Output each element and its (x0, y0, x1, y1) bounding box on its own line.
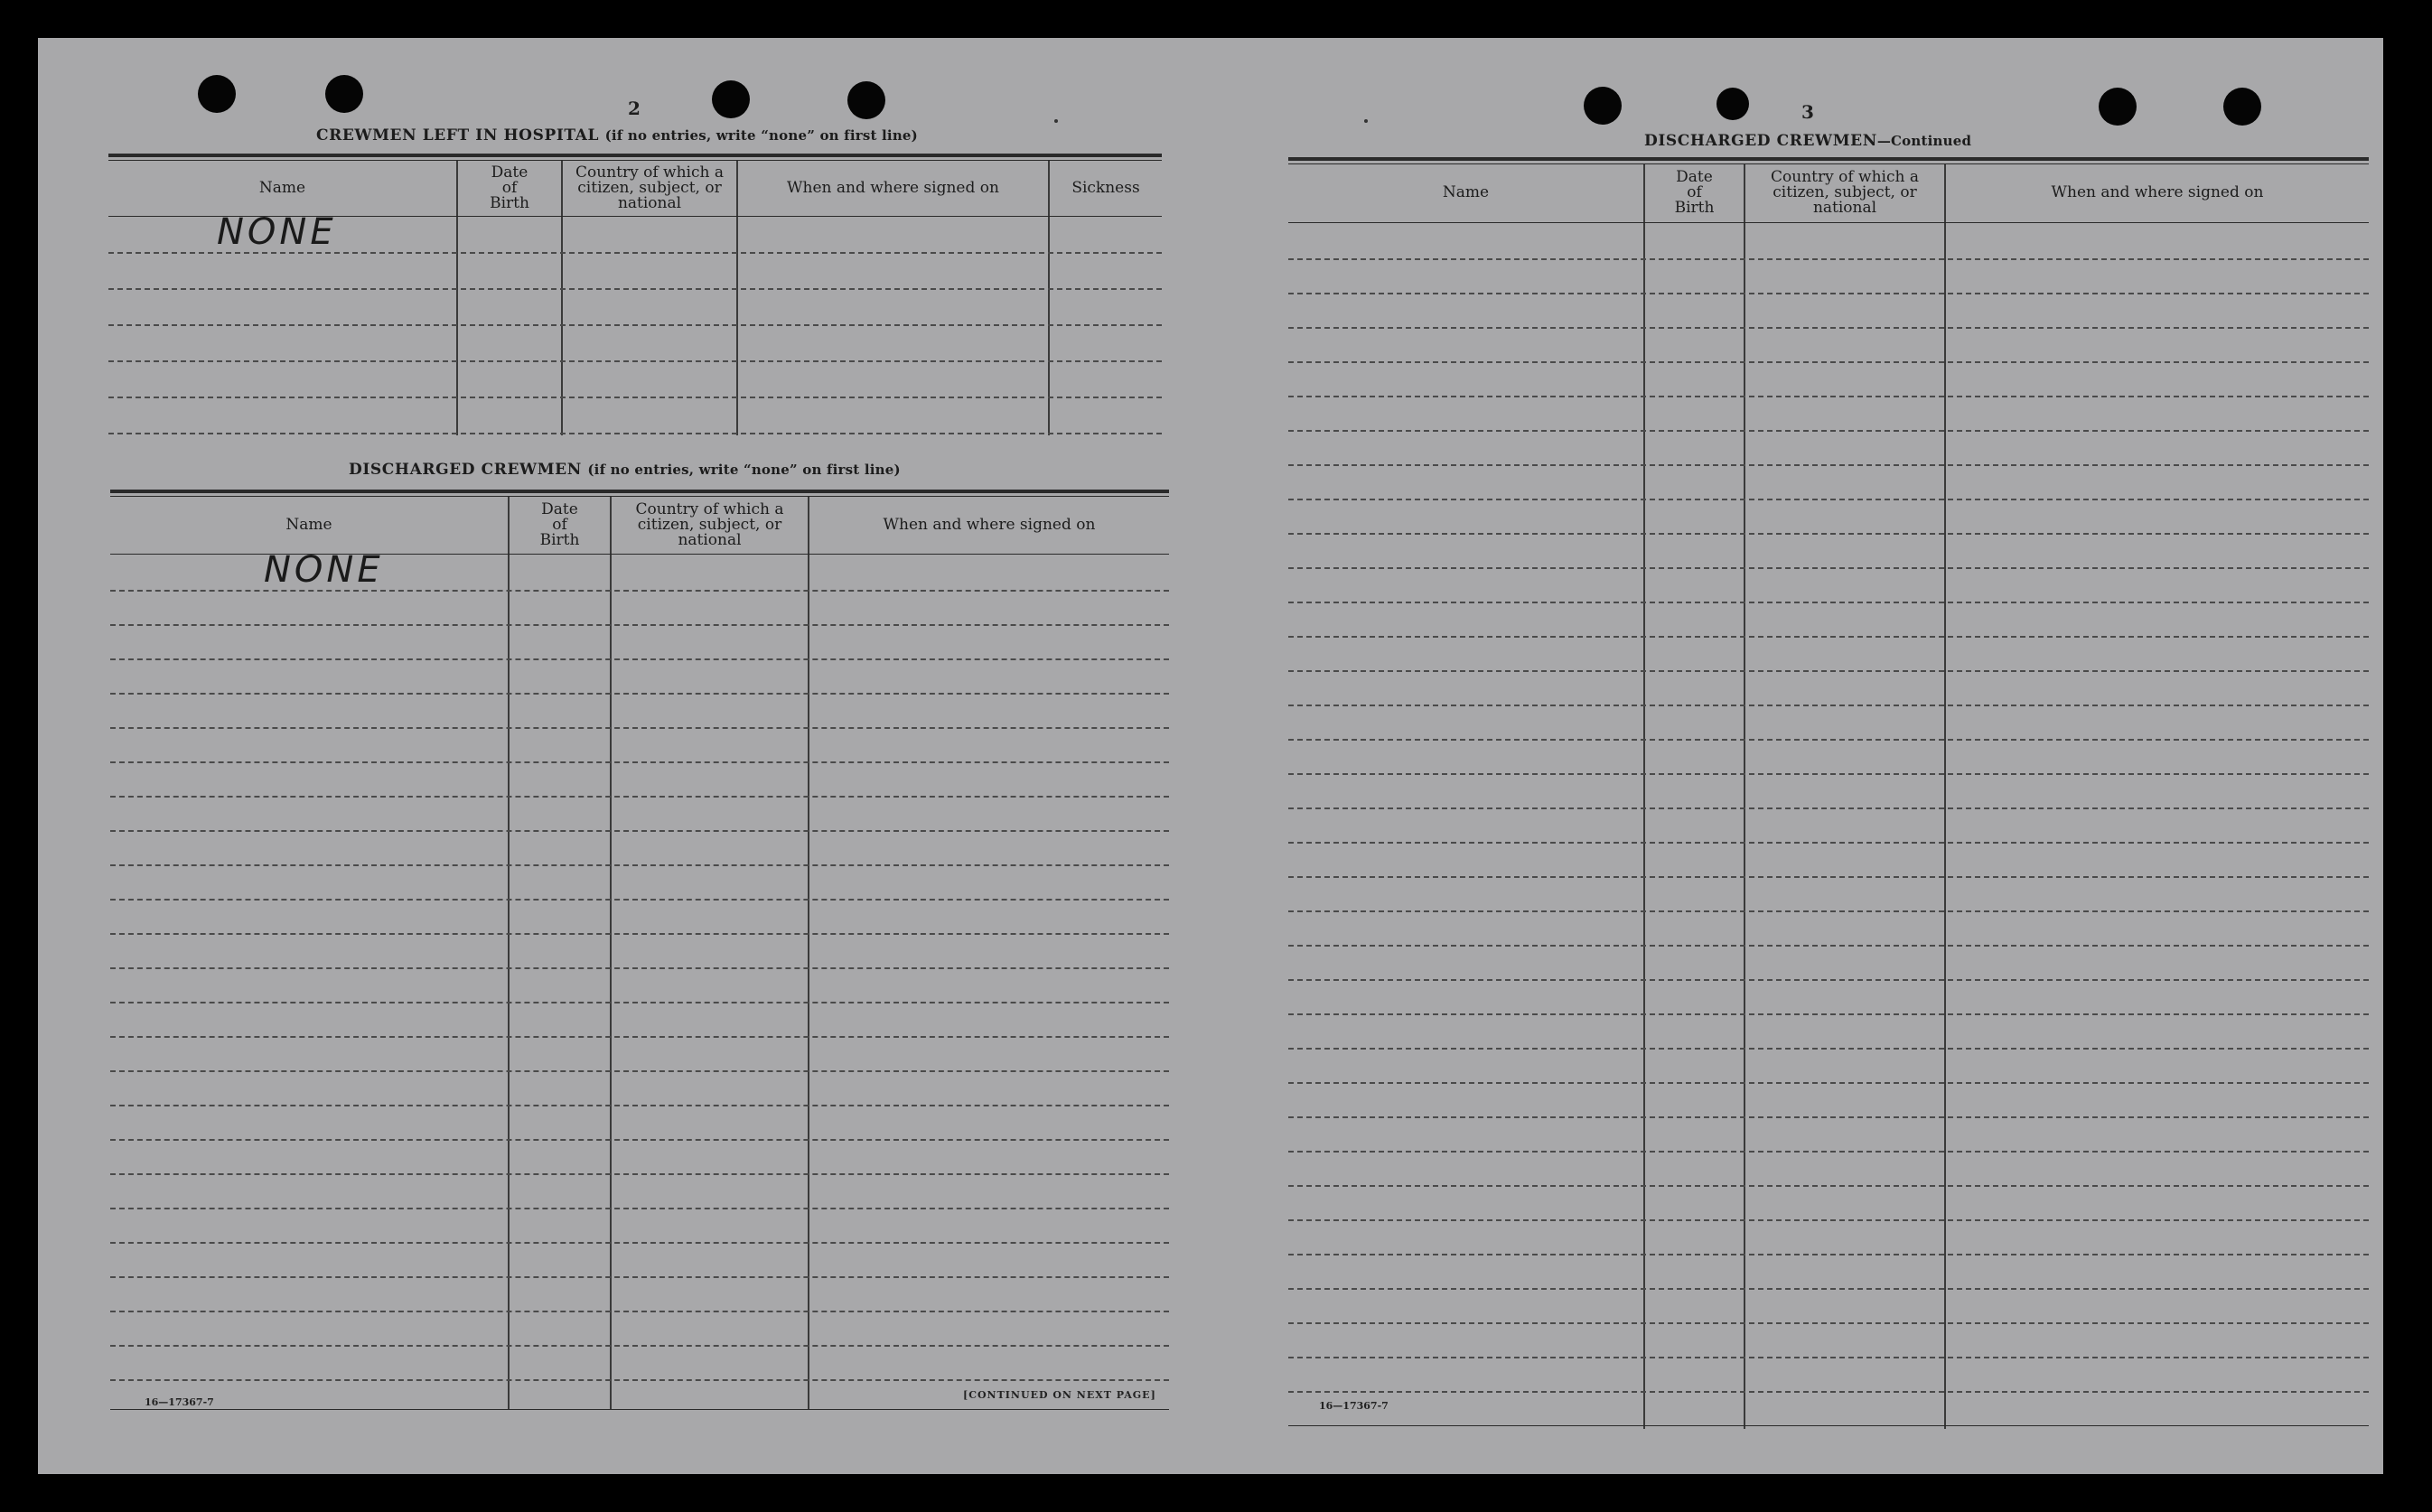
punch-hole (1584, 87, 1622, 125)
hospital-title-note: (if no entries, write “none” on first line) (604, 127, 918, 144)
hospital-table (108, 154, 1162, 473)
discharged-none-entry: NONE (264, 549, 384, 591)
punch-hole (2223, 88, 2261, 126)
col-header-dob-text: Date of Birth (539, 499, 580, 549)
col-header-country-text: Country of which a citizen, subject, or national (575, 163, 724, 212)
punch-hole (1716, 88, 1749, 120)
hospital-none-entry: NONE (217, 211, 337, 253)
punch-hole (2099, 88, 2137, 126)
punch-hole (325, 75, 363, 113)
col-header-date-of-birth (458, 161, 561, 215)
page-number-left: 2 (628, 98, 641, 119)
punch-hole (847, 81, 885, 119)
form-code-left: 16—17367-7 (145, 1396, 214, 1408)
col-header-country-text: Country of which a citizen, subject, or national (1771, 167, 1919, 217)
discharged-table-right (1288, 157, 2369, 1433)
col-header-country (1745, 164, 1944, 220)
col-header-name: Name (258, 178, 306, 197)
col-header-sickness: Sickness (1071, 178, 1140, 197)
punch-hole (712, 80, 750, 118)
hospital-section-title (316, 126, 918, 145)
continued-note: [CONTINUED ON NEXT PAGE] (963, 1389, 1156, 1401)
discharged-continued-main: DISCHARGED CREWMEN (1644, 132, 1877, 150)
col-header-country-text: Country of which a citizen, subject, or national (635, 499, 784, 549)
discharged-table-left (110, 490, 1169, 1420)
col-header-date-of-birth (1645, 164, 1744, 220)
discharged-section-title (349, 461, 901, 479)
speck (1054, 119, 1058, 123)
hospital-title-main: CREWMEN LEFT IN HOSPITAL (316, 126, 600, 145)
discharged-title-note: (if no entries, write “none” on first line) (587, 462, 901, 478)
col-header-date-of-birth (510, 497, 610, 553)
col-header-country (612, 497, 808, 553)
col-header-name: Name (1442, 182, 1490, 201)
form-code-right: 16—17367-7 (1319, 1400, 1389, 1412)
page-number-right: 3 (1801, 101, 1814, 123)
col-header-signed-on: When and where signed on (2051, 182, 2264, 201)
col-header-signed-on: When and where signed on (883, 515, 1096, 534)
col-header-dob-text: Date of Birth (490, 163, 529, 212)
discharged-continued-title (1644, 132, 1971, 150)
discharged-title-main: DISCHARGED CREWMEN (349, 461, 582, 479)
discharged-continued-suffix: —Continued (1876, 133, 1972, 149)
punch-hole (198, 75, 236, 113)
col-header-country (563, 161, 736, 215)
col-header-signed-on: When and where signed on (787, 178, 999, 197)
speck (1364, 119, 1368, 123)
col-header-dob-text: Date of Birth (1674, 167, 1715, 217)
col-header-name: Name (285, 515, 332, 534)
form-sheet (38, 38, 2383, 1474)
